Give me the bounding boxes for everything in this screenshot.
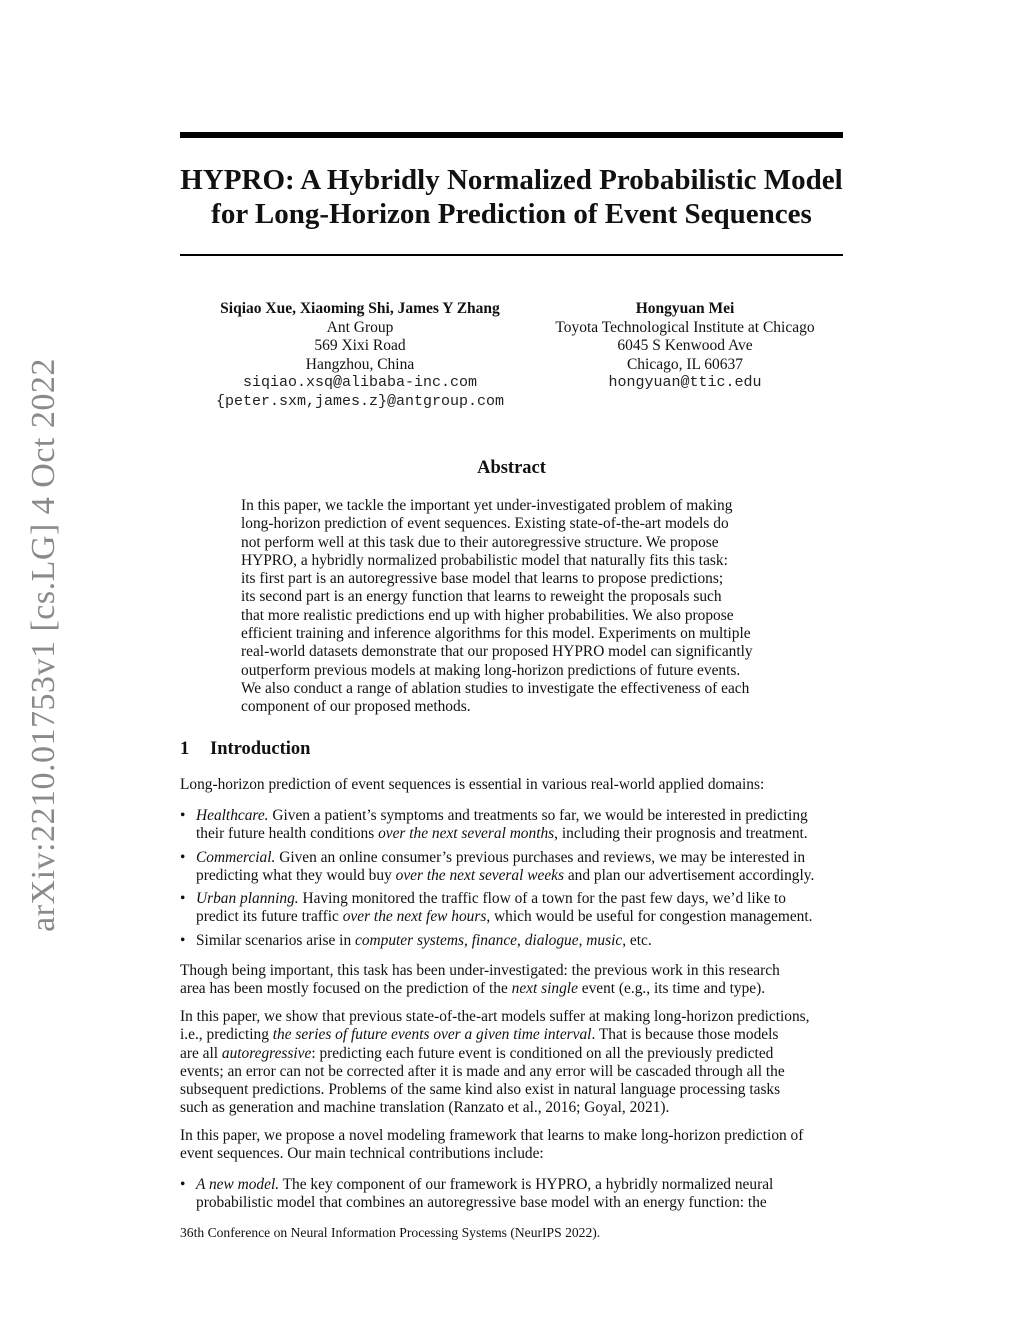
bullet-item-commercial xyxy=(180,849,845,886)
bullet-text: , etc. xyxy=(622,931,652,949)
paragraph-line: subsequent predictions. Problems of the same kind also exist in natural language processing tasks xyxy=(180,1081,781,1099)
bullet-emphasis: computer systems xyxy=(355,931,464,949)
abstract-body xyxy=(241,497,786,717)
bullet-line xyxy=(196,1176,845,1194)
title-bottom-rule xyxy=(180,254,843,256)
author-names: Siqiao Xue, Xiaoming Shi, James Y Zhang xyxy=(220,300,500,317)
bullet-text: and plan our advertisement accordingly. xyxy=(564,866,815,884)
paragraph-emphasis: next single xyxy=(511,980,578,998)
section-title: Introduction xyxy=(210,739,311,759)
paragraph-text: event (e.g., its time and type). xyxy=(577,980,766,998)
abstract-line: We also conduct a range of ablation studies to investigate the effectiveness of each xyxy=(241,679,750,697)
bullet-emphasis: dialogue xyxy=(524,931,579,949)
bullet-dot: • xyxy=(180,807,186,824)
paragraph-emphasis: the series of future events over a given time interval xyxy=(272,1026,592,1044)
author-address-line-2: Hangzhou, China xyxy=(305,355,415,373)
bullet-text: Given an online consumer’s previous purchases and reviews, we may be interested in xyxy=(275,848,806,866)
paragraph-text: area has been mostly focused on the prediction of the xyxy=(180,980,512,998)
paragraph-line: In this paper, we propose a novel modeling framework that learns to make long-horizon prediction of xyxy=(180,1127,804,1144)
conference-footnote: 36th Conference on Neural Information Processing Systems (NeurIPS 2022). xyxy=(180,1225,601,1240)
bullet-text: predicting what they would buy xyxy=(196,866,396,884)
abstract-line: not perform well at this task due to their autoregressive structure. We propose xyxy=(241,533,719,551)
abstract-line: real-world datasets demonstrate that our proposed HYPRO model can significantly xyxy=(241,643,753,661)
title-line-2: for Long-Horizon Prediction of Event Sequences xyxy=(211,198,812,230)
paragraph-text: . That is because those models xyxy=(591,1026,779,1044)
title-line-1: HYPRO: A Hybridly Normalized Probabilistic Model xyxy=(180,164,843,196)
paragraph-line xyxy=(180,980,845,998)
bullet-text: , including their prognosis and treatment. xyxy=(554,825,808,843)
author-email-1: siqiao.xsq@alibaba-inc.com xyxy=(242,374,478,391)
paragraph-contributions xyxy=(180,1127,845,1164)
bullet-text: Having monitored the traffic flow of a town for the past few days, we’d like to xyxy=(298,890,786,908)
bullet-emphasis: over the next several months xyxy=(378,825,555,843)
abstract-line: efficient training and inference algorithms for this model. Experiments on multiple xyxy=(241,625,751,643)
abstract-line: its first part is an autoregressive base model that learns to propose predictions; xyxy=(241,570,724,588)
bullet-emphasis: over the next several weeks xyxy=(395,866,564,884)
bullet-text: , xyxy=(578,931,587,949)
abstract-line: its second part is an energy function that learns to reweight the proposals such xyxy=(241,588,722,606)
author-affiliation: Toyota Technological Institute at Chicago xyxy=(555,318,815,336)
bullet-item-new-model xyxy=(180,1176,845,1213)
paragraph-line: In this paper, we show that previous state-of-the-art models suffer at making long-horizon predictions, xyxy=(180,1008,810,1025)
bullet-emphasis: over the next few hours xyxy=(342,908,487,926)
bullet-lead: Healthcare. xyxy=(196,807,269,824)
bullet-text: , which would be useful for congestion management. xyxy=(486,908,813,926)
author-affiliation: Ant Group xyxy=(326,318,394,336)
author-email-2: {peter.sxm,james.z}@antgroup.com xyxy=(215,392,505,410)
section-heading-introduction xyxy=(180,739,310,760)
paragraph-text: are all xyxy=(180,1044,222,1062)
abstract-line: long-horizon prediction of event sequences. Existing state-of-the-art models do xyxy=(241,515,729,533)
bullet-lead: Commercial. xyxy=(196,848,276,866)
author-address-line-2: Chicago, IL 60637 xyxy=(626,355,744,373)
abstract-line: outperform previous models at making long-horizon predictions of future events. xyxy=(241,661,741,679)
author-block-right xyxy=(530,300,840,393)
bullet-dot: • xyxy=(180,848,186,866)
abstract-line: HYPRO, a hybridly normalized probabilistic model that naturally fits this task: xyxy=(241,551,728,569)
author-address-line-1: 569 Xixi Road xyxy=(314,337,406,354)
bullet-text: Similar scenarios arise in xyxy=(196,931,355,949)
abstract-heading: Abstract xyxy=(477,458,546,478)
abstract-line: that more realistic predictions end up with higher probabilities. We also propose xyxy=(241,606,734,624)
bullet-text: , xyxy=(464,931,472,949)
paragraph-under-investigated xyxy=(180,962,845,999)
bullet-dot: • xyxy=(180,931,186,949)
bullet-line xyxy=(196,908,845,926)
paragraph-line: Though being important, this task has been under-investigated: the previous work in this research xyxy=(180,962,780,979)
arxiv-identifier-stamp: arXiv:2210.01753v1 [cs.LG] 4 Oct 2022 xyxy=(25,358,62,932)
bullet-text: Given a patient’s symptoms and treatments so far, we would be interested in predicting xyxy=(268,807,808,824)
bullet-line xyxy=(196,807,845,825)
abstract-line: component of our proposed methods. xyxy=(241,698,471,716)
domain-bullet-list xyxy=(180,807,845,955)
paragraph-emphasis: autoregressive xyxy=(221,1044,312,1062)
bullet-text: predict its future traffic xyxy=(196,908,343,926)
author-names: Hongyuan Mei xyxy=(635,300,735,317)
bullet-emphasis: finance xyxy=(471,931,518,949)
paragraph-autoregressive xyxy=(180,1008,845,1118)
paragraph-line: event sequences. Our main technical contributions include: xyxy=(180,1145,544,1163)
contribution-bullet-list xyxy=(180,1176,845,1218)
bullet-lead: A new model. xyxy=(196,1176,280,1193)
bullet-text: their future health conditions xyxy=(196,825,379,843)
paragraph-text: : predicting each future event is conditioned on all the previously predicted xyxy=(311,1044,774,1062)
paragraph-line: events; an error can not be corrected after it is made and any error will be cascaded through all the xyxy=(180,1062,785,1080)
bullet-text: , xyxy=(517,931,525,949)
bullet-item-similar-scenarios xyxy=(180,932,845,950)
bullet-lead: Urban planning. xyxy=(196,890,299,908)
paper-title xyxy=(180,163,843,231)
bullet-line xyxy=(196,849,845,867)
section-number: 1 xyxy=(180,739,190,759)
bullet-text: The key component of our framework is HYPRO, a hybridly normalized neural xyxy=(279,1176,774,1193)
paragraph-line: such as generation and machine translation (Ranzato et al., 2016; Goyal, 2021). xyxy=(180,1099,670,1117)
bullet-dot: • xyxy=(180,890,186,908)
bullet-line xyxy=(196,867,845,885)
bullet-emphasis: music xyxy=(586,931,623,949)
bullet-item-urban-planning xyxy=(180,890,845,927)
paragraph-line xyxy=(180,1026,845,1044)
bullet-line: probabilistic model that combines an autoregressive base model with an energy function: the xyxy=(196,1194,767,1212)
bullet-dot: • xyxy=(180,1176,186,1193)
title-top-rule xyxy=(180,132,843,138)
author-email-1: hongyuan@ttic.edu xyxy=(608,374,762,391)
bullet-line xyxy=(196,890,845,908)
bullet-item-healthcare xyxy=(180,807,845,844)
abstract-line: In this paper, we tackle the important yet under-investigated problem of making xyxy=(241,497,733,514)
author-block-left xyxy=(180,300,540,411)
intro-paragraph xyxy=(180,776,845,794)
bullet-line xyxy=(196,825,845,843)
paragraph-line: Long-horizon prediction of event sequences is essential in various real-world applied domains: xyxy=(180,776,765,793)
paragraph-text: i.e., predicting xyxy=(180,1026,273,1044)
author-address-line-1: 6045 S Kenwood Ave xyxy=(617,337,753,354)
paragraph-line xyxy=(180,1045,845,1063)
bullet-line xyxy=(196,932,845,950)
